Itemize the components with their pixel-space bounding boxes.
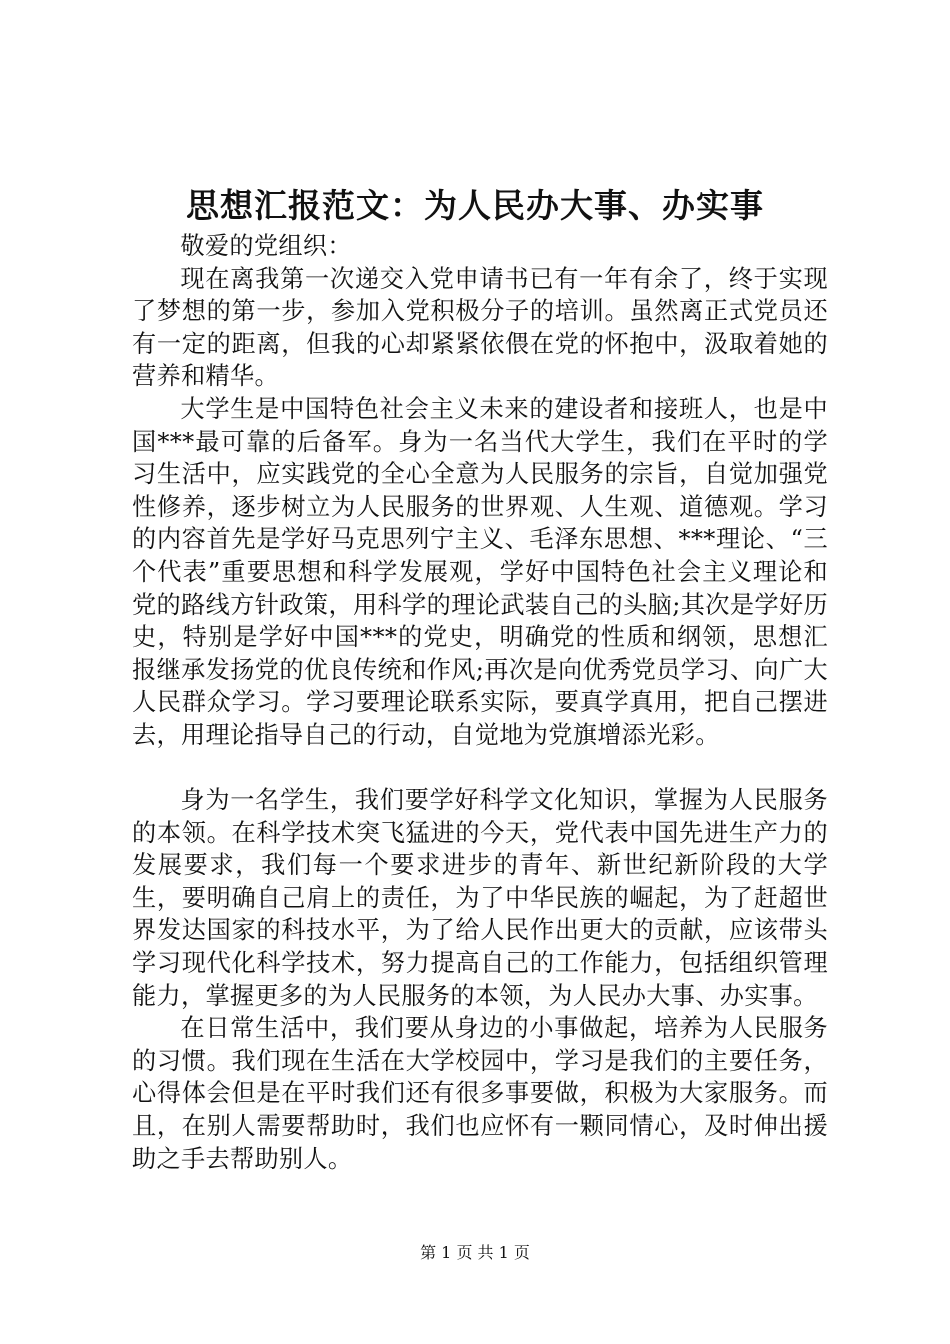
page-total: 共 1 页 (477, 1243, 530, 1262)
paragraph-4: 在日常生活中，我们要从身边的小事做起，培养为人民服务的习惯。我们现在生活在大学校园中，学习是我们的主要任务，心得体会但是在平时我们还有很多事要做，积极为大家服务。而且，在别人需要帮助时，我们也应怀有一颗同情心，及时伸出援助之手去帮助别人。 (132, 1014, 828, 1173)
document-body (132, 230, 828, 1175)
paragraph-3: 身为一名学生，我们要学好科学文化知识，掌握为人民服务的本领。在科学技术突飞猛进的今天，党代表中国先进生产力的发展要求，我们每一个要求进步的青年、新世纪新阶段的大学生，要明确自己肩上的责任，为了中华民族的崛起，为了赶超世界发达国家的科技水平，为了给人民作出更大的贡献，应该带头学习现代化科学技术，努力提高自己的工作能力，包括组织管理能力，掌握更多的为人民服务的本领，为人民办大事、办实事。 (132, 786, 828, 1010)
document-title: 思想汇报范文：为人民办大事、办实事 (186, 186, 764, 225)
paragraph-1: 现在离我第一次递交入党申请书已有一年有余了，终于实现了梦想的第一步，参加入党积极分子的培训。虽然离正式党员还有一定的距离，但我的心却紧紧依偎在党的怀抱中，汲取着她的营养和精华。 (132, 264, 828, 391)
salutation: 敬爱的党组织： (180, 232, 352, 260)
page-number: 第 1 页 (420, 1243, 473, 1262)
page-footer (0, 1242, 950, 1264)
paragraph-2: 大学生是中国特色社会主义未来的建设者和接班人，也是中国***最可靠的后备军。身为一名当代大学生，我们在平时的学习生活中，应实践党的全心全意为人民服务的宗旨，自觉加强党性修养，逐步树立为人民服务的世界观、人生观、道德观。学习的内容首先是学好马克思列宁主义、毛泽东思想、***理论、“三个代表”重要思想和科学发展观，学好中国特色社会主义理论和党的路线方针政策，用科学的理论武装自己的头脑;其次是学好历史，特别是学好中国***的党史，明确党的性质和纲领，思想汇报继承发扬党的优良传统和作风;再次是向优秀党员学习、向广大人民群众学习。学习要理论联系实际，要真学真用，把自己摆进去，用理论指导自己的行动，自觉地为党旗增添光彩。 (132, 394, 828, 749)
paragraph-spacer (132, 752, 828, 785)
